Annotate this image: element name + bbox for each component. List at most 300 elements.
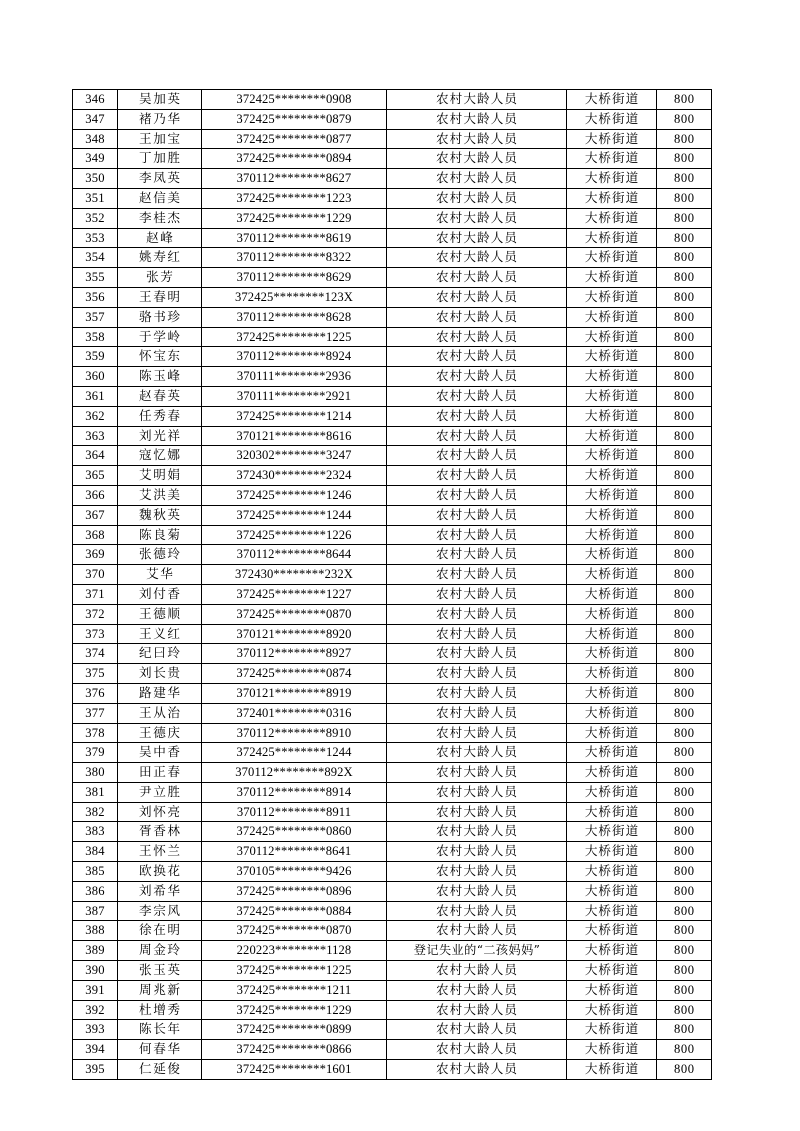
row-street: 大桥街道 bbox=[567, 1060, 657, 1080]
table-row bbox=[73, 208, 712, 228]
row-subsidy-amount: 800 bbox=[657, 188, 712, 208]
row-person-name: 赵峰 bbox=[118, 228, 202, 248]
row-subsidy-amount: 800 bbox=[657, 1040, 712, 1060]
row-id-number: 370112********8628 bbox=[202, 307, 387, 327]
row-id-number: 372430********2324 bbox=[202, 466, 387, 486]
row-person-name: 王加宝 bbox=[118, 129, 202, 149]
row-person-name: 任秀春 bbox=[118, 406, 202, 426]
table-row bbox=[73, 169, 712, 189]
row-person-name: 杜增秀 bbox=[118, 1000, 202, 1020]
table-row bbox=[73, 109, 712, 129]
row-sequence-number: 363 bbox=[73, 426, 118, 446]
row-street: 大桥街道 bbox=[567, 842, 657, 862]
row-id-number: 372425********1225 bbox=[202, 327, 387, 347]
row-person-category: 农村大龄人员 bbox=[387, 129, 567, 149]
table-row bbox=[73, 921, 712, 941]
row-person-name: 李宗风 bbox=[118, 901, 202, 921]
table-row bbox=[73, 782, 712, 802]
row-id-number: 372425********0884 bbox=[202, 901, 387, 921]
table-row bbox=[73, 466, 712, 486]
row-street: 大桥街道 bbox=[567, 228, 657, 248]
roster-table bbox=[72, 89, 712, 1080]
row-person-category: 农村大龄人员 bbox=[387, 901, 567, 921]
row-street: 大桥街道 bbox=[567, 169, 657, 189]
row-sequence-number: 391 bbox=[73, 980, 118, 1000]
row-id-number: 372425********1244 bbox=[202, 743, 387, 763]
table-row bbox=[73, 545, 712, 565]
row-subsidy-amount: 800 bbox=[657, 941, 712, 961]
table-row bbox=[73, 268, 712, 288]
table-row bbox=[73, 188, 712, 208]
row-id-number: 370121********8616 bbox=[202, 426, 387, 446]
row-subsidy-amount: 800 bbox=[657, 743, 712, 763]
row-id-number: 372425********1223 bbox=[202, 188, 387, 208]
row-person-name: 周兆新 bbox=[118, 980, 202, 1000]
table-row bbox=[73, 426, 712, 446]
row-person-category: 农村大龄人员 bbox=[387, 446, 567, 466]
row-sequence-number: 395 bbox=[73, 1060, 118, 1080]
row-id-number: 370112********8927 bbox=[202, 644, 387, 664]
row-street: 大桥街道 bbox=[567, 683, 657, 703]
row-person-category: 农村大龄人员 bbox=[387, 921, 567, 941]
row-street: 大桥街道 bbox=[567, 545, 657, 565]
row-subsidy-amount: 800 bbox=[657, 327, 712, 347]
row-subsidy-amount: 800 bbox=[657, 921, 712, 941]
table-row bbox=[73, 406, 712, 426]
row-id-number: 320302********3247 bbox=[202, 446, 387, 466]
row-person-category: 农村大龄人员 bbox=[387, 505, 567, 525]
row-street: 大桥街道 bbox=[567, 862, 657, 882]
row-person-category: 农村大龄人员 bbox=[387, 327, 567, 347]
row-sequence-number: 353 bbox=[73, 228, 118, 248]
row-person-name: 张德玲 bbox=[118, 545, 202, 565]
row-sequence-number: 374 bbox=[73, 644, 118, 664]
row-id-number: 372425********1229 bbox=[202, 208, 387, 228]
table-row bbox=[73, 664, 712, 684]
row-subsidy-amount: 800 bbox=[657, 842, 712, 862]
row-sequence-number: 364 bbox=[73, 446, 118, 466]
row-person-name: 魏秋英 bbox=[118, 505, 202, 525]
row-person-name: 王德庆 bbox=[118, 723, 202, 743]
row-person-name: 王从治 bbox=[118, 703, 202, 723]
row-person-name: 刘长贵 bbox=[118, 664, 202, 684]
row-person-name: 李凤英 bbox=[118, 169, 202, 189]
row-person-category: 农村大龄人员 bbox=[387, 287, 567, 307]
row-person-name: 于学岭 bbox=[118, 327, 202, 347]
row-subsidy-amount: 800 bbox=[657, 386, 712, 406]
row-person-category: 农村大龄人员 bbox=[387, 1000, 567, 1020]
row-person-category: 农村大龄人员 bbox=[387, 208, 567, 228]
row-person-category: 农村大龄人员 bbox=[387, 248, 567, 268]
row-subsidy-amount: 800 bbox=[657, 347, 712, 367]
row-street: 大桥街道 bbox=[567, 129, 657, 149]
row-person-category: 农村大龄人员 bbox=[387, 525, 567, 545]
table-row bbox=[73, 763, 712, 783]
row-sequence-number: 346 bbox=[73, 90, 118, 110]
row-subsidy-amount: 800 bbox=[657, 90, 712, 110]
row-sequence-number: 387 bbox=[73, 901, 118, 921]
row-person-category: 农村大龄人员 bbox=[387, 980, 567, 1000]
row-subsidy-amount: 800 bbox=[657, 268, 712, 288]
row-id-number: 372425********1601 bbox=[202, 1060, 387, 1080]
row-id-number: 372425********1211 bbox=[202, 980, 387, 1000]
row-person-name: 周金玲 bbox=[118, 941, 202, 961]
row-id-number: 370112********8641 bbox=[202, 842, 387, 862]
table-row bbox=[73, 228, 712, 248]
row-street: 大桥街道 bbox=[567, 584, 657, 604]
row-person-name: 刘希华 bbox=[118, 881, 202, 901]
row-id-number: 370112********8627 bbox=[202, 169, 387, 189]
table-row bbox=[73, 248, 712, 268]
row-id-number: 372425********1225 bbox=[202, 961, 387, 981]
row-person-name: 纪曰玲 bbox=[118, 644, 202, 664]
row-street: 大桥街道 bbox=[567, 90, 657, 110]
row-id-number: 372425********0874 bbox=[202, 664, 387, 684]
row-street: 大桥街道 bbox=[567, 1000, 657, 1020]
row-person-category: 农村大龄人员 bbox=[387, 961, 567, 981]
row-street: 大桥街道 bbox=[567, 1040, 657, 1060]
row-subsidy-amount: 800 bbox=[657, 1000, 712, 1020]
row-street: 大桥街道 bbox=[567, 822, 657, 842]
row-subsidy-amount: 800 bbox=[657, 763, 712, 783]
row-street: 大桥街道 bbox=[567, 248, 657, 268]
row-person-name: 吴加英 bbox=[118, 90, 202, 110]
table-row bbox=[73, 980, 712, 1000]
row-sequence-number: 386 bbox=[73, 881, 118, 901]
row-street: 大桥街道 bbox=[567, 466, 657, 486]
row-street: 大桥街道 bbox=[567, 525, 657, 545]
table-row bbox=[73, 129, 712, 149]
row-street: 大桥街道 bbox=[567, 881, 657, 901]
row-id-number: 372425********123X bbox=[202, 287, 387, 307]
row-sequence-number: 393 bbox=[73, 1020, 118, 1040]
row-person-name: 陈长年 bbox=[118, 1020, 202, 1040]
row-person-name: 何春华 bbox=[118, 1040, 202, 1060]
table-row bbox=[73, 90, 712, 110]
table-row bbox=[73, 565, 712, 585]
row-sequence-number: 347 bbox=[73, 109, 118, 129]
table-row bbox=[73, 644, 712, 664]
row-subsidy-amount: 800 bbox=[657, 723, 712, 743]
row-id-number: 370112********8924 bbox=[202, 347, 387, 367]
row-street: 大桥街道 bbox=[567, 446, 657, 466]
row-person-name: 赵春英 bbox=[118, 386, 202, 406]
row-person-name: 吴中香 bbox=[118, 743, 202, 763]
row-subsidy-amount: 800 bbox=[657, 129, 712, 149]
row-person-name: 丁加胜 bbox=[118, 149, 202, 169]
row-sequence-number: 357 bbox=[73, 307, 118, 327]
row-street: 大桥街道 bbox=[567, 980, 657, 1000]
row-street: 大桥街道 bbox=[567, 367, 657, 387]
row-id-number: 372425********1227 bbox=[202, 584, 387, 604]
table-row bbox=[73, 307, 712, 327]
row-id-number: 370112********8910 bbox=[202, 723, 387, 743]
row-person-name: 仁延俊 bbox=[118, 1060, 202, 1080]
row-person-category: 农村大龄人员 bbox=[387, 881, 567, 901]
row-sequence-number: 369 bbox=[73, 545, 118, 565]
row-street: 大桥街道 bbox=[567, 327, 657, 347]
row-person-category: 农村大龄人员 bbox=[387, 624, 567, 644]
table-row bbox=[73, 1040, 712, 1060]
row-person-name: 王德顺 bbox=[118, 604, 202, 624]
row-person-name: 刘付香 bbox=[118, 584, 202, 604]
row-id-number: 372401********0316 bbox=[202, 703, 387, 723]
row-person-category: 农村大龄人员 bbox=[387, 307, 567, 327]
row-subsidy-amount: 800 bbox=[657, 248, 712, 268]
row-subsidy-amount: 800 bbox=[657, 644, 712, 664]
row-person-category: 农村大龄人员 bbox=[387, 763, 567, 783]
row-subsidy-amount: 800 bbox=[657, 703, 712, 723]
table-row bbox=[73, 743, 712, 763]
row-sequence-number: 384 bbox=[73, 842, 118, 862]
row-person-name: 褚乃华 bbox=[118, 109, 202, 129]
row-sequence-number: 388 bbox=[73, 921, 118, 941]
row-id-number: 370112********8644 bbox=[202, 545, 387, 565]
row-person-name: 徐在明 bbox=[118, 921, 202, 941]
row-id-number: 372425********0896 bbox=[202, 881, 387, 901]
row-subsidy-amount: 800 bbox=[657, 565, 712, 585]
row-subsidy-amount: 800 bbox=[657, 208, 712, 228]
row-subsidy-amount: 800 bbox=[657, 961, 712, 981]
row-person-category: 农村大龄人员 bbox=[387, 1040, 567, 1060]
row-sequence-number: 360 bbox=[73, 367, 118, 387]
row-street: 大桥街道 bbox=[567, 802, 657, 822]
row-person-category: 农村大龄人员 bbox=[387, 743, 567, 763]
row-sequence-number: 373 bbox=[73, 624, 118, 644]
row-id-number: 370111********2921 bbox=[202, 386, 387, 406]
row-subsidy-amount: 800 bbox=[657, 881, 712, 901]
row-person-name: 田正春 bbox=[118, 763, 202, 783]
row-person-category: 农村大龄人员 bbox=[387, 466, 567, 486]
row-sequence-number: 349 bbox=[73, 149, 118, 169]
row-street: 大桥街道 bbox=[567, 941, 657, 961]
table-row bbox=[73, 347, 712, 367]
row-sequence-number: 355 bbox=[73, 268, 118, 288]
row-street: 大桥街道 bbox=[567, 703, 657, 723]
row-sequence-number: 354 bbox=[73, 248, 118, 268]
row-person-category: 农村大龄人员 bbox=[387, 347, 567, 367]
row-subsidy-amount: 800 bbox=[657, 1020, 712, 1040]
row-person-category: 农村大龄人员 bbox=[387, 862, 567, 882]
row-street: 大桥街道 bbox=[567, 347, 657, 367]
row-street: 大桥街道 bbox=[567, 287, 657, 307]
row-person-category: 农村大龄人员 bbox=[387, 545, 567, 565]
row-street: 大桥街道 bbox=[567, 961, 657, 981]
row-person-category: 农村大龄人员 bbox=[387, 426, 567, 446]
row-id-number: 372425********1244 bbox=[202, 505, 387, 525]
table-row bbox=[73, 584, 712, 604]
row-person-name: 陈良菊 bbox=[118, 525, 202, 545]
row-person-name: 李桂杰 bbox=[118, 208, 202, 228]
row-street: 大桥街道 bbox=[567, 406, 657, 426]
table-row bbox=[73, 1020, 712, 1040]
row-person-category: 农村大龄人员 bbox=[387, 386, 567, 406]
row-street: 大桥街道 bbox=[567, 386, 657, 406]
row-sequence-number: 383 bbox=[73, 822, 118, 842]
row-street: 大桥街道 bbox=[567, 624, 657, 644]
row-sequence-number: 356 bbox=[73, 287, 118, 307]
row-person-name: 王义红 bbox=[118, 624, 202, 644]
row-person-name: 张芳 bbox=[118, 268, 202, 288]
row-person-name: 胥香林 bbox=[118, 822, 202, 842]
row-sequence-number: 375 bbox=[73, 664, 118, 684]
row-person-name: 王春明 bbox=[118, 287, 202, 307]
row-street: 大桥街道 bbox=[567, 485, 657, 505]
row-person-category: 农村大龄人员 bbox=[387, 565, 567, 585]
row-id-number: 220223********1128 bbox=[202, 941, 387, 961]
row-person-category: 农村大龄人员 bbox=[387, 782, 567, 802]
row-sequence-number: 377 bbox=[73, 703, 118, 723]
row-sequence-number: 380 bbox=[73, 763, 118, 783]
row-street: 大桥街道 bbox=[567, 1020, 657, 1040]
table-row bbox=[73, 941, 712, 961]
row-id-number: 372425********0866 bbox=[202, 1040, 387, 1060]
row-subsidy-amount: 800 bbox=[657, 149, 712, 169]
row-street: 大桥街道 bbox=[567, 644, 657, 664]
row-person-category: 农村大龄人员 bbox=[387, 604, 567, 624]
row-person-category: 农村大龄人员 bbox=[387, 703, 567, 723]
row-id-number: 372425********0877 bbox=[202, 129, 387, 149]
row-street: 大桥街道 bbox=[567, 604, 657, 624]
row-id-number: 372430********232X bbox=[202, 565, 387, 585]
row-street: 大桥街道 bbox=[567, 763, 657, 783]
row-subsidy-amount: 800 bbox=[657, 683, 712, 703]
row-id-number: 370112********8914 bbox=[202, 782, 387, 802]
row-person-category: 农村大龄人员 bbox=[387, 228, 567, 248]
row-subsidy-amount: 800 bbox=[657, 822, 712, 842]
row-id-number: 372425********0870 bbox=[202, 604, 387, 624]
row-person-category: 农村大龄人员 bbox=[387, 485, 567, 505]
table-row bbox=[73, 1060, 712, 1080]
row-subsidy-amount: 800 bbox=[657, 624, 712, 644]
row-person-category: 农村大龄人员 bbox=[387, 367, 567, 387]
row-subsidy-amount: 800 bbox=[657, 446, 712, 466]
table-row bbox=[73, 1000, 712, 1020]
row-person-category: 农村大龄人员 bbox=[387, 644, 567, 664]
row-sequence-number: 352 bbox=[73, 208, 118, 228]
row-street: 大桥街道 bbox=[567, 743, 657, 763]
row-street: 大桥街道 bbox=[567, 188, 657, 208]
row-sequence-number: 365 bbox=[73, 466, 118, 486]
table-row bbox=[73, 386, 712, 406]
table-row bbox=[73, 802, 712, 822]
row-subsidy-amount: 800 bbox=[657, 862, 712, 882]
row-sequence-number: 348 bbox=[73, 129, 118, 149]
row-person-name: 姚寿红 bbox=[118, 248, 202, 268]
table-row bbox=[73, 327, 712, 347]
row-sequence-number: 378 bbox=[73, 723, 118, 743]
row-subsidy-amount: 800 bbox=[657, 466, 712, 486]
row-subsidy-amount: 800 bbox=[657, 505, 712, 525]
row-sequence-number: 362 bbox=[73, 406, 118, 426]
row-id-number: 370121********8920 bbox=[202, 624, 387, 644]
roster-table-container bbox=[72, 89, 711, 1080]
row-street: 大桥街道 bbox=[567, 268, 657, 288]
row-person-category: 农村大龄人员 bbox=[387, 268, 567, 288]
table-row bbox=[73, 822, 712, 842]
row-id-number: 370105********9426 bbox=[202, 862, 387, 882]
row-person-category: 农村大龄人员 bbox=[387, 842, 567, 862]
row-person-name: 王怀兰 bbox=[118, 842, 202, 862]
row-subsidy-amount: 800 bbox=[657, 980, 712, 1000]
row-person-category: 农村大龄人员 bbox=[387, 822, 567, 842]
row-subsidy-amount: 800 bbox=[657, 228, 712, 248]
table-row bbox=[73, 604, 712, 624]
table-row bbox=[73, 901, 712, 921]
row-person-name: 陈玉峰 bbox=[118, 367, 202, 387]
row-person-name: 尹立胜 bbox=[118, 782, 202, 802]
table-row bbox=[73, 881, 712, 901]
row-id-number: 372425********0908 bbox=[202, 90, 387, 110]
row-sequence-number: 381 bbox=[73, 782, 118, 802]
row-person-category: 农村大龄人员 bbox=[387, 149, 567, 169]
row-person-category: 农村大龄人员 bbox=[387, 406, 567, 426]
row-person-category: 农村大龄人员 bbox=[387, 109, 567, 129]
table-row bbox=[73, 367, 712, 387]
row-sequence-number: 370 bbox=[73, 565, 118, 585]
row-sequence-number: 350 bbox=[73, 169, 118, 189]
row-sequence-number: 351 bbox=[73, 188, 118, 208]
row-street: 大桥街道 bbox=[567, 782, 657, 802]
row-person-name: 艾明娟 bbox=[118, 466, 202, 486]
row-subsidy-amount: 800 bbox=[657, 406, 712, 426]
table-row bbox=[73, 723, 712, 743]
row-street: 大桥街道 bbox=[567, 149, 657, 169]
row-person-category: 农村大龄人员 bbox=[387, 723, 567, 743]
row-sequence-number: 376 bbox=[73, 683, 118, 703]
table-row bbox=[73, 683, 712, 703]
row-subsidy-amount: 800 bbox=[657, 169, 712, 189]
row-street: 大桥街道 bbox=[567, 565, 657, 585]
table-row bbox=[73, 485, 712, 505]
row-person-name: 骆书珍 bbox=[118, 307, 202, 327]
row-sequence-number: 394 bbox=[73, 1040, 118, 1060]
row-sequence-number: 358 bbox=[73, 327, 118, 347]
row-id-number: 370112********8322 bbox=[202, 248, 387, 268]
row-subsidy-amount: 800 bbox=[657, 604, 712, 624]
row-person-category: 农村大龄人员 bbox=[387, 169, 567, 189]
row-person-category: 登记失业的“二孩妈妈” bbox=[387, 941, 567, 961]
row-subsidy-amount: 800 bbox=[657, 287, 712, 307]
row-sequence-number: 371 bbox=[73, 584, 118, 604]
table-row bbox=[73, 149, 712, 169]
row-sequence-number: 367 bbox=[73, 505, 118, 525]
row-id-number: 372425********0894 bbox=[202, 149, 387, 169]
row-person-name: 路建华 bbox=[118, 683, 202, 703]
row-sequence-number: 368 bbox=[73, 525, 118, 545]
row-id-number: 372425********1246 bbox=[202, 485, 387, 505]
row-street: 大桥街道 bbox=[567, 109, 657, 129]
row-id-number: 370111********2936 bbox=[202, 367, 387, 387]
row-sequence-number: 385 bbox=[73, 862, 118, 882]
table-row bbox=[73, 842, 712, 862]
row-person-name: 张玉英 bbox=[118, 961, 202, 981]
table-row bbox=[73, 961, 712, 981]
table-row bbox=[73, 862, 712, 882]
row-sequence-number: 366 bbox=[73, 485, 118, 505]
row-person-category: 农村大龄人员 bbox=[387, 683, 567, 703]
row-sequence-number: 372 bbox=[73, 604, 118, 624]
row-subsidy-amount: 800 bbox=[657, 109, 712, 129]
table-row bbox=[73, 446, 712, 466]
row-street: 大桥街道 bbox=[567, 505, 657, 525]
row-id-number: 372425********0870 bbox=[202, 921, 387, 941]
row-person-category: 农村大龄人员 bbox=[387, 90, 567, 110]
row-subsidy-amount: 800 bbox=[657, 584, 712, 604]
row-subsidy-amount: 800 bbox=[657, 367, 712, 387]
row-id-number: 372425********0860 bbox=[202, 822, 387, 842]
row-subsidy-amount: 800 bbox=[657, 802, 712, 822]
